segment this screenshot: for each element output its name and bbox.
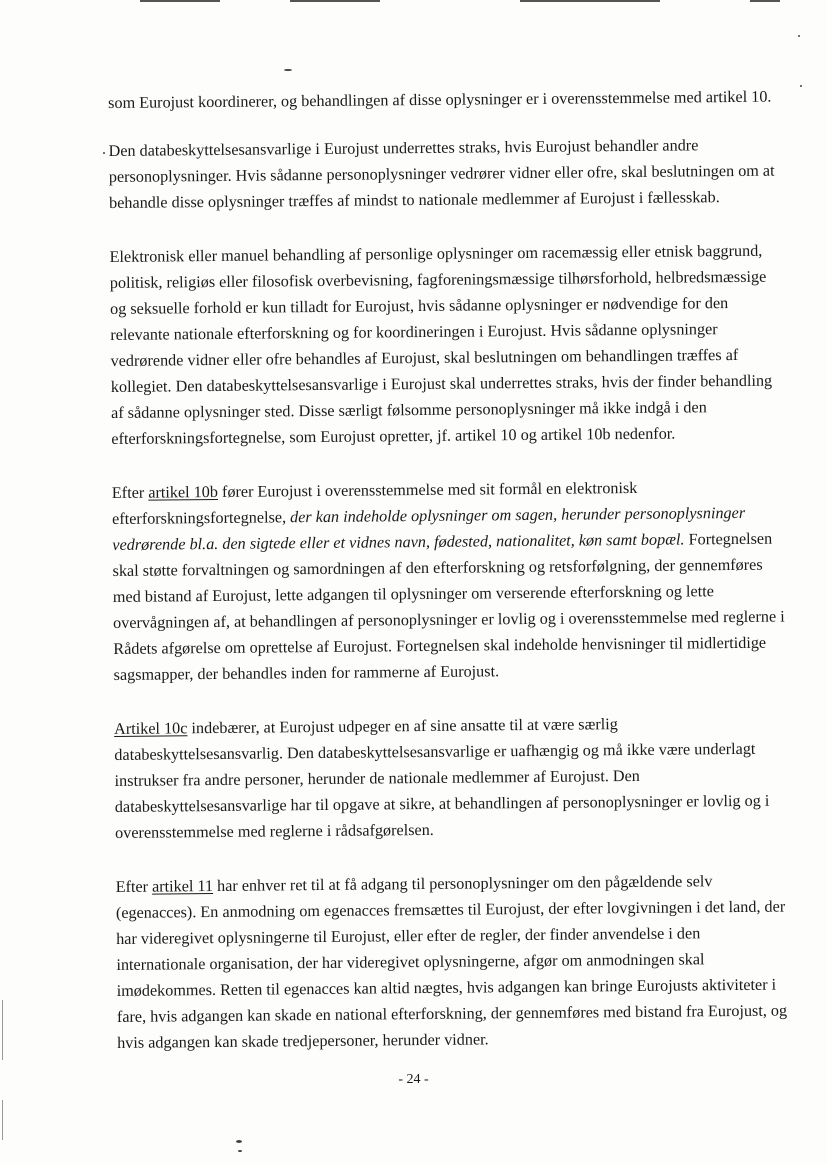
paragraph-p3: [109, 238, 783, 452]
italic-text: der kan indeholde oplysninger om sagen, herunder personoplysninger vedrørende bl.a. den sigtede eller et vidnes navn, fødested, nationalitet, køn samt bopæl.: [112, 503, 746, 554]
scan-edge-marks: [140, 0, 780, 2]
page-number: - 24 -: [398, 1072, 429, 1087]
article-reference: artikel 11: [151, 877, 214, 896]
scan-speck: [238, 1150, 242, 1152]
scan-speck: [103, 152, 105, 154]
scan-speck: [800, 85, 802, 87]
scan-speck: [798, 35, 800, 37]
paragraph-p4: [112, 474, 786, 688]
paragraph-text: Efter: [115, 877, 153, 896]
paragraph-p2: [108, 132, 781, 216]
paragraph-text: Den databeskyttelsesansvarlige i Eurojust underrettes straks, hvis Eurojust behandler andre personoplysninger. Hvis sådanne personoplysninger vedrører vidner eller ofre, skal beslutningen om at behandle disse oplysninger træffes af mindst to nationale medlemmer af Eurojust i fællesskab.: [108, 136, 775, 212]
paragraph-text: Elektronisk eller manuel behandling af personlige oplysninger om racemæssig eller etnisk baggrund, politisk, religiøs eller filosofisk overbevisning, fagforeningsmæssige tilhørsforhold, helbredsmæssige og seksuelle forhold er kun tilladt for Eurojust, hvis sådanne oplysninger er nødvendige for den relevante nationale efterforskning og for koordineringen i Eurojust. Hvis sådanne oplysninger vedrørende vidner eller ofre behandles af Eurojust, skal beslutningen om behandlingen træffes af kollegiet. Den databeskyttelsesansvarlige i Eurojust skal underrettes straks, hvis der finder behandling af sådanne oplysninger sted. Disse særligt følsomme personoplysninger må ikke indgå i den efterforskningsfortegnelse, som Eurojust opretter, jf. artikel 10 og artikel 10b nedenfor.: [109, 241, 773, 448]
scan-margin-line: [2, 1100, 3, 1140]
scan-speck: [284, 69, 292, 71]
paragraph-p5: [114, 710, 787, 846]
body-text: [108, 84, 790, 1084]
paragraph-text: indebærer, at Eurojust udpeger en af sine ansatte til at være særlig databeskyttelsesansvarlig. Den databeskyttelsesansvarlige er uafhængig og må ikke være underlagt instrukser fra andre personer, herunder de nationale medlemmer af Eurojust. Den databeskyttelsesansvarlige har til opgave at sikre, at behandlingen af personoplysninger er lovlig og i overensstemmelse med reglerne i rådsafgørelsen.: [114, 715, 770, 842]
scan-margin-line: [2, 1000, 3, 1060]
paragraph-text: Fortegnelsen skal støtte forvaltningen og samordningen af den efterforskning og retsforfølgning, der gennemføres med bistand af Eurojust, lette adgangen til oplysninger om verserende efterforskning og lette overvågningen af, at behandlingen af personoplysninger er lovlig og i overensstemmelse med reglerne i Rådets afgørelse om oprettelse af Eurojust. Fortegnelsen skal indeholde henvisninger til midlertidige sagsmapper, der behandles inden for rammerne af Eurojust.: [112, 529, 785, 684]
article-reference: Artikel 10c: [114, 719, 188, 738]
paragraph-p1: [108, 84, 780, 116]
paragraph-p6: [116, 868, 790, 1056]
article-reference: artikel 10b: [148, 482, 219, 502]
paragraph-text: har enhver ret til at få adgang til personoplysninger om den pågældende selv (egenacces). En anmodning om egenacces fremsættes til Eurojust, der efter lovgivningen i det land, der har videregivet oplysningerne til Eurojust, eller efter de regler, der finder anvendelse i den internationale organisation, der har videregivet oplysningerne, afgør om anmodningen skal imødekommes. Retten til egenacces kan altid nægtes, hvis adgangen kan bringe Eurojusts aktiviteter i fare, hvis adgangen kan skade en national efterforskning, der gennemføres med bistand fra Eurojust, og hvis adgangen kan skade tredjepersoner, herunder vidner.: [115, 872, 788, 1052]
scan-speck: [236, 1140, 242, 1143]
paragraph-text: Efter: [111, 483, 149, 502]
paragraph-text: som Eurojust koordinerer, og behandlingen af disse oplysninger er i overensstemmelse med artikel 10.: [108, 87, 772, 112]
paragraph-text: fører Eurojust i overensstemmelse med sit formål en elektronisk efterforskningsfortegnelse,: [112, 478, 638, 528]
